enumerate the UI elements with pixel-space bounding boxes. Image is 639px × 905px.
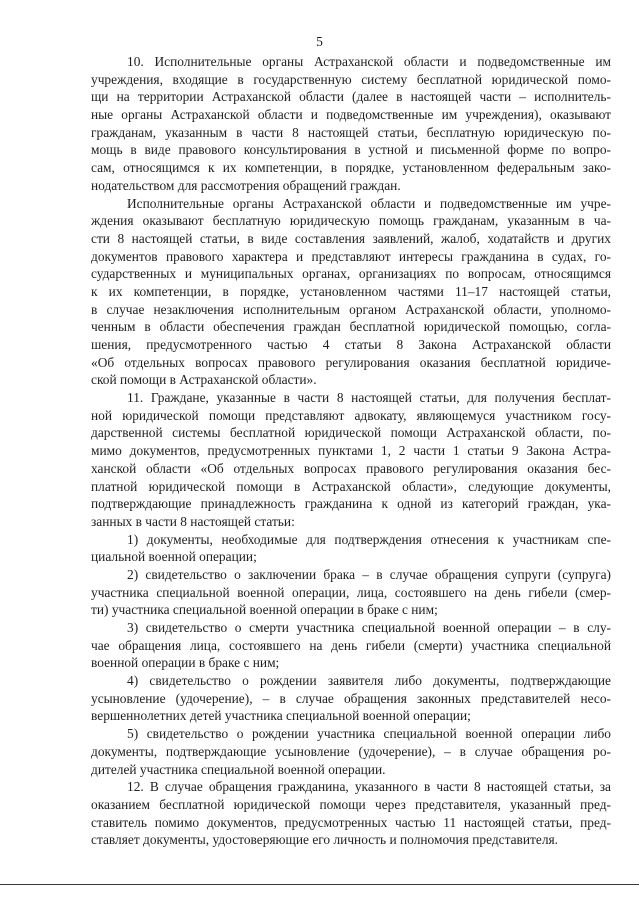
text-line: сам, относящимся к их компетенции, в порядке, установленном федеральным зако- [91, 160, 611, 176]
text-line: ставляет документы, удостоверяющие его личность и полномочия представителя. [91, 832, 559, 848]
text-line: 3) свидетельство о смерти участника специальной военной операции – в слу- [127, 620, 611, 635]
text-line: документов правового характера и представляют интересы гражданина в судах, го- [91, 248, 611, 264]
text-line: 12. В случае обращения гражданина, указанного в части 8 настоящей статьи, за [127, 779, 611, 795]
text-line: документы, подтверждающие усыновление (удочерение), – в случае обращения ро- [91, 743, 611, 759]
text-line: чае обращения лица, состоявшего на день гибели (смерти) участника специальной [91, 637, 611, 653]
text-line: дителей участника специальной военной операции. [91, 761, 386, 777]
text-line: усыновление (удочерение), – в случае обращения законных представителей несо- [91, 690, 611, 706]
bottom-rule [0, 884, 639, 885]
document-body [91, 53, 611, 849]
text-line: ти) участника специальной военной операции в браке с ним; [91, 602, 438, 618]
text-line: дарственной системы бесплатной юридической помощи Астраханской области, по- [91, 425, 611, 441]
text-line: к их компетенции, в порядке, установленном частями 11–17 настоящей статьи, [91, 283, 611, 299]
text-line: сти 8 настоящей статьи, в виде составления заявлений, жалоб, ходатайств и других [91, 230, 611, 246]
text-line: нодательством для рассмотрения обращений граждан. [91, 177, 401, 193]
text-line: оказанием бесплатной юридической помощи через представителя, указанный пред- [91, 796, 611, 812]
text-line: циальной военной операции; [91, 549, 257, 565]
text-line: 10. Исполнительные органы Астраханской области и подведомственные им [127, 54, 611, 69]
text-line: учреждения, входящие в государственную систему бесплатной юридической помо- [91, 71, 611, 87]
text-line: 2) свидетельство о заключении брака – в случае обращения супруги (супруга) [127, 566, 611, 582]
text-line: ные органы Астраханской области и подведомственные им учреждения), оказывают [91, 107, 611, 123]
text-line: сударственных и муниципальных органах, организациях по вопросам, относящимся [91, 266, 611, 282]
text-line: 1) документы, необходимые для подтверждения отнесения к участникам спе- [127, 531, 611, 547]
text-line: подтверждающие принадлежность гражданина к одной из категорий граждан, ука- [91, 496, 611, 512]
text-line: шения, предусмотренного частью 4 статьи 8 Закона Астраханской области [91, 337, 611, 352]
text-line: Исполнительные органы Астраханской области и подведомственные им учре- [127, 195, 611, 211]
text-line: ской помощи в Астраханской области». [91, 372, 317, 388]
text-line: ставитель помимо документов, предусмотренных частью 11 настоящей статьи, пред- [91, 814, 611, 830]
text-line: щи на территории Астраханской области (далее в настоящей части – исполнитель- [91, 89, 611, 105]
text-line: гражданам, указанным в части 8 настоящей статьи, бесплатную юридическую по- [91, 124, 611, 140]
text-line: ной юридической помощи представляют адвокату, являющемуся участником госу- [91, 407, 611, 423]
text-line: мимо документов, предусмотренных пунктами 1, 2 части 1 статьи 9 Закона Астра- [91, 443, 611, 459]
page-number: 5 [316, 34, 323, 49]
text-line: платной юридической помощи в Астраханской области», следующие документы, [91, 478, 611, 494]
text-line: 4) свидетельство о рождении заявителя либо документы, подтверждающие [127, 673, 611, 689]
text-line: мощь в виде правового консультирования в устной и письменной форме по вопро- [91, 142, 611, 158]
text-line: военной операции в браке с ним; [91, 655, 280, 671]
text-line: 11. Граждане, указанные в части 8 настоящей статьи, для получения бесплат- [127, 390, 611, 406]
text-line: в случае незаключения исполнительным органом Астраханской области, уполномо- [91, 301, 611, 317]
text-line: 5) свидетельство о рождении участника специальной военной операции либо [127, 726, 611, 742]
text-line: ждения оказывают бесплатную юридическую помощь гражданам, указанным в ча- [91, 213, 611, 229]
text-line: вершеннолетних детей участника специальной военной операции; [91, 708, 471, 724]
text-line: «Об отдельных вопросах правового регулирования оказания бесплатной юридиче- [91, 354, 611, 370]
text-line: ченным в области обеспечения граждан бесплатной юридической помощью, согла- [91, 319, 611, 335]
text-line: ханской области «Об отдельных вопросах правового регулирования оказания бес- [91, 460, 611, 476]
text-line: занных в части 8 настоящей статьи: [91, 513, 295, 529]
text-line: участника специальной военной операции, лица, состоявшего на день гибели (смер- [91, 584, 611, 600]
